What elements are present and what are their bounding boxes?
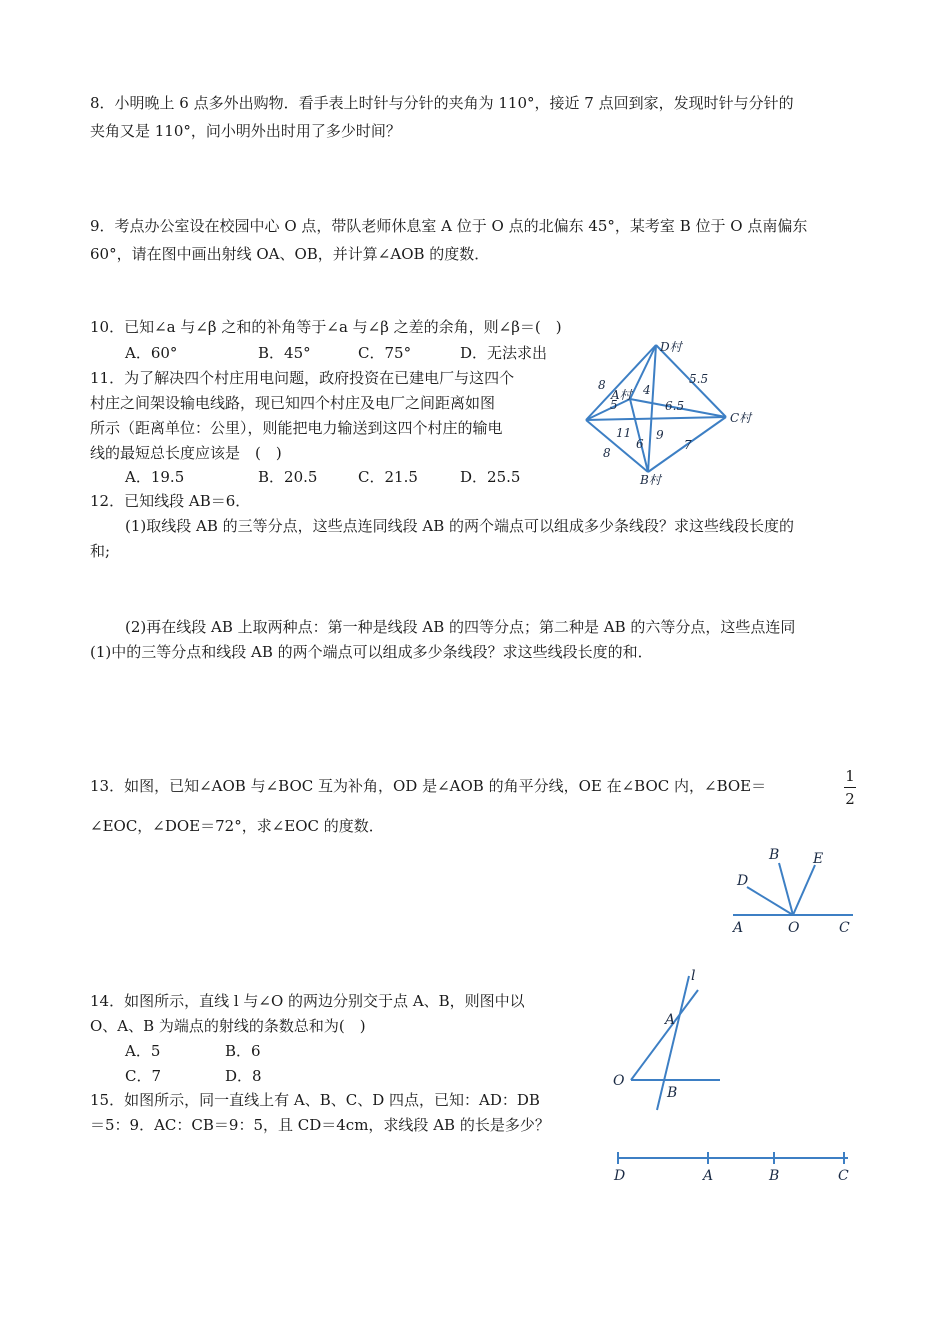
q10-option-d: D．无法求出: [460, 344, 548, 362]
q14-label-a: A: [665, 1012, 676, 1028]
edge-label-da: 8: [598, 378, 606, 392]
q14-option-d: D．8: [225, 1067, 262, 1085]
q13-line2: ∠EOC，∠DOE＝72°，求∠EOC 的度数．: [90, 817, 384, 835]
q8-line2: 夹角又是 110°，问小明外出时用了多少时间？: [90, 122, 401, 140]
q14-label-l: l: [691, 968, 696, 984]
q15-line2: ＝5：9．AC：CB＝9：5，且 CD＝4cm，求线段 AB 的长是多少？: [90, 1116, 550, 1134]
edge-label-a-plant: 5: [610, 398, 618, 412]
q11-option-b: B．20.5: [258, 468, 318, 486]
q13-label-o: O: [788, 920, 800, 936]
edge-label-plant-b: 6: [636, 437, 644, 451]
q14-line2: O、A、B 为端点的射线的条数总和为( ): [90, 1017, 366, 1035]
q15-label-a: A: [703, 1168, 714, 1184]
q14-label-o: O: [613, 1073, 625, 1089]
q15-line1: 15．如图所示，同一直线上有 A、B、C、D 四点，已知：AD：DB: [90, 1091, 540, 1109]
fraction-denominator: 2: [845, 790, 855, 808]
edge-label-ac: 11: [616, 426, 632, 440]
fraction-bar: [844, 787, 856, 788]
edge-label-cb: 7: [684, 438, 692, 452]
q12-part1-line1: (1)取线段 AB 的三等分点，这些点连同线段 AB 的两个端点可以组成多少条线段？求这些线段长度的: [125, 517, 795, 535]
q15-label-d: D: [614, 1168, 626, 1184]
node-d-label: D村: [660, 340, 682, 354]
q13-label-e: E: [813, 851, 824, 867]
q15-label-b: B: [769, 1168, 780, 1184]
q15-label-c: C: [838, 1168, 849, 1184]
edge-label-ab: 8: [603, 446, 611, 460]
q8-line1: 8．小明晚上 6 点多外出购物．看手表上时针与分针的夹角为 110°，接近 7 点回到家，发现时针与分针的: [90, 94, 794, 112]
q13-angle-diagram: [725, 845, 875, 935]
q14-option-a: A．5: [125, 1042, 161, 1060]
q14-line-angle-diagram: [605, 968, 735, 1118]
q10-option-c: C．75°: [358, 344, 412, 362]
node-b-label: B村: [640, 473, 661, 487]
q12-part2-line1: (2)再在线段 AB 上取两种点：第一种是线段 AB 的四等分点；第二种是 AB 的六等分点，这些点连同: [125, 618, 796, 636]
q10-option-a: A．60°: [125, 344, 178, 362]
q10-option-b: B．45°: [258, 344, 311, 362]
q14-option-c: C．7: [125, 1067, 162, 1085]
q11-line2: 村庄之间架设输电线路，现已知四个村庄及电厂之间距离如图: [90, 394, 496, 412]
q14-label-b: B: [667, 1085, 678, 1101]
q9-line2: 60°，请在图中画出射线 OA、OB，并计算∠AOB 的度数．: [90, 245, 490, 263]
q15-segment-diagram: [608, 1142, 858, 1187]
fraction-numerator: 1: [845, 767, 855, 785]
edge-label-d-plant: 4: [643, 383, 651, 397]
q13-label-b: B: [769, 847, 780, 863]
q13-line1: 13．如图，已知∠AOB 与∠BOC 互为补角，OD 是∠AOB 的角平分线，OE 在∠BOC 内，∠BOE＝: [90, 777, 767, 795]
q11-option-a: A．19.5: [125, 468, 185, 486]
q11-line3: 所示（距离单位：公里），则能把电力输送到这四个村庄的输电: [90, 419, 503, 437]
q11-line4: 线的最短总长度应该是 ( ): [90, 444, 282, 462]
q10-stem: 10．已知∠a 与∠β 之和的补角等于∠a 与∠β 之差的余角，则∠β＝( ): [90, 318, 562, 336]
q14-option-b: B．6: [225, 1042, 261, 1060]
node-c-label: C村: [730, 411, 752, 425]
q13-label-c: C: [839, 920, 850, 936]
q12-part1-line2: 和;: [90, 542, 111, 560]
q12-part2-line2: (1)中的三等分点和线段 AB 的两个端点可以组成多少条线段？求这些线段长度的和．: [90, 643, 653, 661]
q13-label-a: A: [733, 920, 744, 936]
q12-stem: 12．已知线段 AB＝6．: [90, 492, 251, 510]
node-a-label: A村: [611, 388, 632, 402]
edge-label-db: 9: [656, 428, 664, 442]
q11-line1: 11．为了解决四个村庄用电问题，政府投资在已建电厂与这四个: [90, 369, 515, 387]
q13-label-d: D: [737, 873, 749, 889]
q9-line1: 9．考点办公室设在校园中心 O 点，带队老师休息室 A 位于 O 点的北偏东 45°，某考室 B 位于 O 点南偏东: [90, 217, 808, 235]
edge-label-plant-c: 6.5: [665, 399, 685, 413]
q14-line1: 14．如图所示，直线 l 与∠O 的两边分别交于点 A、B，则图中以: [90, 992, 525, 1010]
edge-label-dc: 5.5: [689, 372, 709, 386]
q11-village-diagram: [578, 337, 778, 487]
q11-option-d: D．25.5: [460, 468, 521, 486]
q13-fraction: [843, 767, 857, 808]
q11-option-c: C．21.5: [358, 468, 418, 486]
